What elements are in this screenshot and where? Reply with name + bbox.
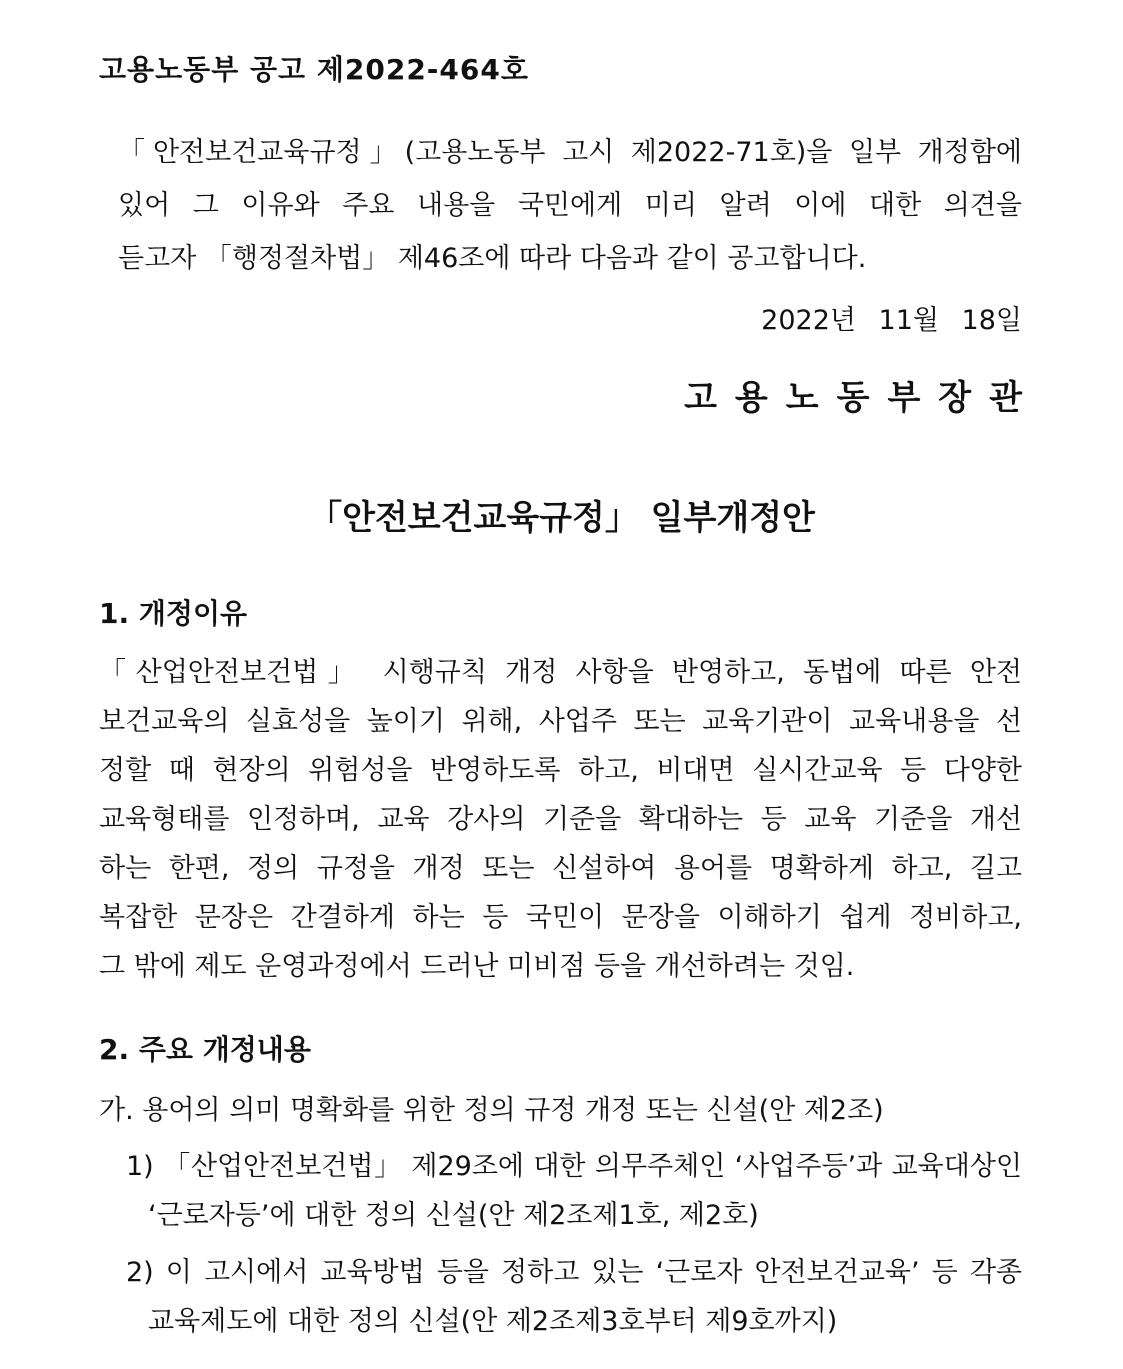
- reason-line: 하는 한편, 정의 규정을 개정 또는 신설하여 용어를 명확하게 하고, 길고: [99, 853, 1022, 884]
- reason-line: 그 밖에 제도 운영과정에서 드러난 미비점 등을 개선하려는 것임.: [99, 951, 855, 982]
- list-item-line: 교육제도에 대한 정의 신설(안 제2조제3호부터 제9호까지): [148, 1306, 838, 1337]
- section-heading-reason: 1. 개정이유: [99, 597, 248, 630]
- intro-line: 듣고자 「행정절차법」 제46조에 따라 다음과 같이 공고합니다.: [118, 243, 867, 274]
- reason-line: 「산업안전보건법」 시행규칙 개정 사항을 반영하고, 동법에 따른 안전: [99, 657, 1022, 688]
- reason-line: 복잡한 문장은 간결하게 하는 등 국민이 문장을 이해하기 쉽게 정비하고,: [99, 902, 1022, 933]
- intro-line: 「안전보건교육규정」(고용노동부 고시 제2022-71호)을 일부 개정함에: [118, 137, 1022, 168]
- reason-line: 교육형태를 인정하며, 교육 강사의 기준을 확대하는 등 교육 기준을 개선: [99, 804, 1022, 835]
- intro-paragraph: [118, 126, 1022, 285]
- subsection-a: 가. 용어의 의미 명확화를 위한 정의 규정 개정 또는 신설(안 제2조): [99, 1095, 884, 1126]
- document-title: 「안전보건교육규정」 일부개정안: [308, 498, 815, 538]
- list-item-line: 1) 「산업안전보건법」 제29조에 대한 의무주체인 ‘사업주등’과 교육대상인: [126, 1151, 1022, 1182]
- reason-line: 보건교육의 실효성을 높이기 위해, 사업주 또는 교육기관이 교육내용을 선: [99, 706, 1022, 737]
- notice-number: 고용노동부 공고 제2022-464호: [99, 53, 529, 86]
- section-heading-main-changes: 2. 주요 개정내용: [99, 1033, 311, 1066]
- intro-line: 있어 그 이유와 주요 내용을 국민에게 미리 알려 이에 대한 의견을: [118, 190, 1022, 221]
- list-item-line: 2) 이 고시에서 교육방법 등을 정하고 있는 ‘근로자 안전보건교육’ 등 각종: [126, 1257, 1022, 1288]
- reason-line: 정할 때 현장의 위험성을 반영하도록 하고, 비대면 실시간교육 등 다양한: [99, 755, 1022, 786]
- notice-date: 2022년 11월 18일: [761, 305, 1022, 336]
- list-item: [126, 1248, 1022, 1346]
- list-item-line: ‘근로자등’에 대한 정의 신설(안 제2조제1호, 제2호): [148, 1200, 759, 1231]
- issuer-name: 고용노동부장관: [684, 378, 1040, 418]
- list-item: [126, 1142, 1022, 1240]
- reason-paragraph: [99, 648, 1022, 991]
